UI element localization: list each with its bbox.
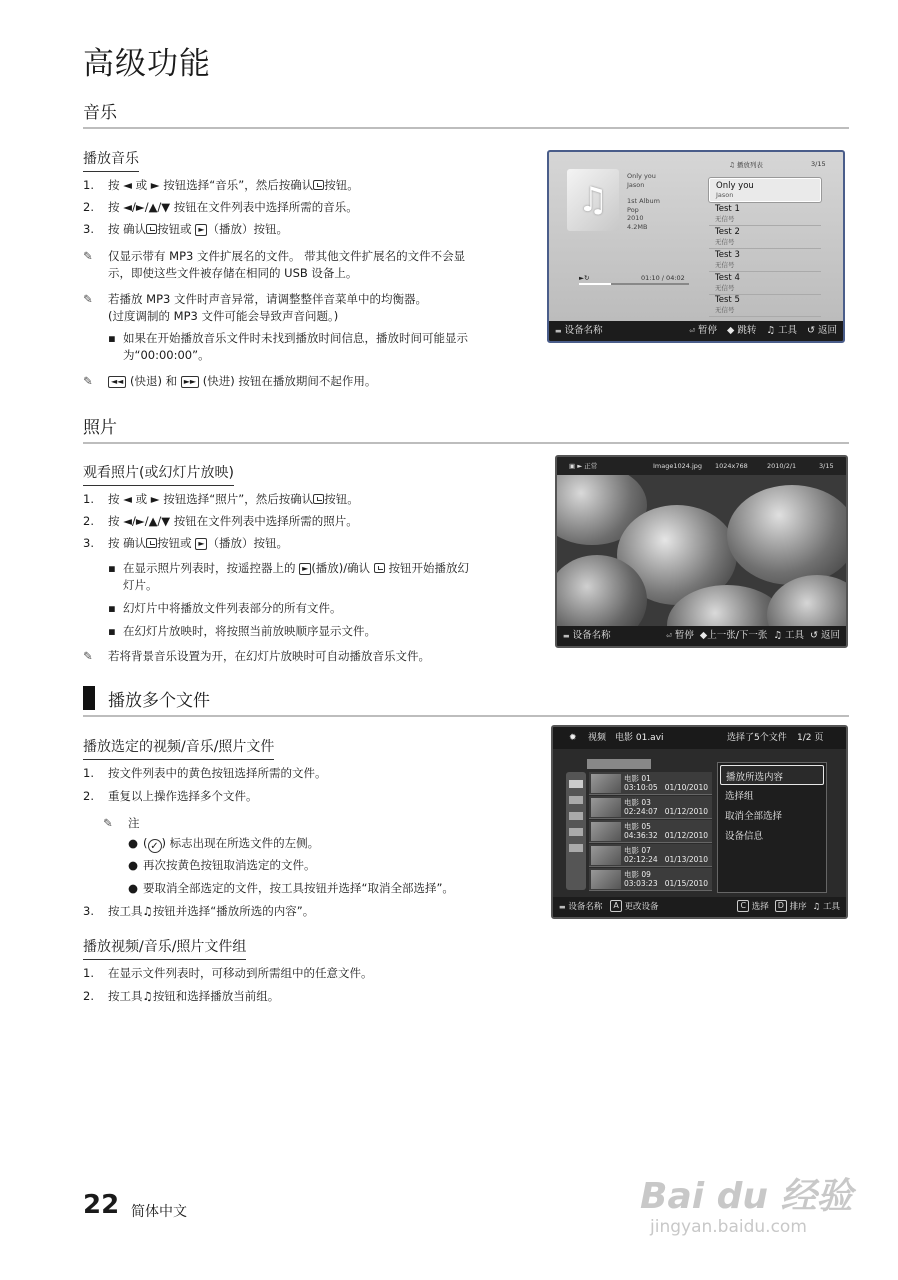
left-right-icon: ◆ [727,325,735,336]
video-row[interactable]: 电影 07 02:12:24 01/13/2010 [589,844,712,867]
track-item[interactable]: Test 3 无信号 [709,248,821,272]
photo-step-1: 1. 按 ◄ 或 ► 按钮选择“照片”，然后按确认 按钮。 [83,492,359,506]
tools-icon: ♫ [766,325,775,336]
photo-resolution: 1024x768 [715,462,748,470]
multi-note-label: ✎ 注 [103,816,140,830]
apples-photo [557,475,846,626]
music-note-2-bullet: ▪ 如果在开始播放音乐文件时未找到播放时间信息，播放时间可能显示 [108,331,468,345]
video-category: 视频 [588,733,607,743]
page-indicator: 1/2 页 [797,733,824,743]
music-subheading: 播放音乐 [83,148,139,172]
music-step-1: 1. 按 ◄ 或 ► 按钮选择“音乐”，然后按确认 按钮。 [83,178,359,192]
music-control-bar [549,321,843,341]
track-item[interactable]: Test 5 无信号 [709,293,821,317]
video-row[interactable]: 电影 09 03:03:23 01/15/2010 [589,868,712,891]
multi-step-1: 1. 按文件列表中的黄色按钮选择所需的文件。 [83,766,327,780]
video-row[interactable]: 电影 01 03:10:05 01/10/2010 [589,772,712,795]
track-item[interactable]: Test 1 无信号 [709,202,821,226]
enter-icon [374,563,385,573]
selected-count: 选择了5个文件 [727,733,787,743]
fast-forward-key-icon: ►► [181,376,199,388]
enter-icon [313,494,324,504]
video-thumbnail [591,774,621,793]
usb-icon: ▬ [563,632,570,640]
device-name-button[interactable]: ▬ 设备名称 [559,902,603,912]
photo-mode: ▣ ► 正常 [569,462,598,470]
photo-viewer-screen [555,455,848,648]
rewind-key-icon: ◄◄ [108,376,126,388]
pause-button[interactable]: ⏎ 暂停 [665,630,694,641]
track-item[interactable]: Test 2 无信号 [709,225,821,249]
photo-note: ✎ 若将背景音乐设置为开，在幻灯片放映时可自动播放音乐文件。 [83,649,430,663]
multi-note-bullet-3: ● 要取消全部选定的文件，按工具按钮并选择“取消全部选择”。 [128,881,454,895]
prev-next-button[interactable]: ◆上一张/下一张 [699,630,768,641]
play-key-icon: ► [195,224,207,236]
photo-step-3: 3. 按 确认 按钮或 ► （播放）按钮。 [83,536,288,550]
enter-icon [313,180,324,190]
pencil-icon: ✎ [83,649,93,663]
music-player-screen [547,150,845,343]
info-category-icon[interactable] [569,844,583,852]
video-category-icon[interactable] [569,780,583,788]
video-list-screen [551,725,848,919]
multi-note-bullet-1: ● ( ✓ ) 标志出现在所选文件的左侧。 [128,836,320,852]
photo-heading: 照片 [83,413,849,444]
device-name-button[interactable]: ▬ 设备名称 [555,325,603,336]
photo-bullet-2: ▪ 幻灯片中将播放文件列表部分的所有文件。 [108,601,342,615]
pencil-icon: ✎ [83,249,93,263]
multi-heading: 播放多个文件 [83,686,849,717]
sort-button[interactable]: D 排序 [775,897,807,917]
device-name-button[interactable]: ▬ 设备名称 [563,630,611,641]
music-category-icon[interactable] [569,796,583,804]
baidu-watermark-logo: Bai du 经验 [640,1176,853,1217]
return-button[interactable]: ↺ 返回 [806,325,837,336]
multi-subheading-1: 播放选定的视频/音乐/照片文件 [83,736,274,760]
pencil-icon: ✎ [103,816,113,830]
music-section-header [83,98,849,129]
page-title: 高级功能 [83,46,211,82]
multi-section-header [83,686,849,717]
video-current-file: 电影 01.avi [615,733,664,743]
video-thumbnail [591,846,621,865]
tools-button[interactable]: ♫ 工具 [766,325,797,336]
return-button[interactable]: ↺ 返回 [809,630,840,641]
track-item[interactable]: Only you Jason [709,178,821,202]
photo-section-header [83,413,849,444]
play-key-icon: ► [299,563,311,575]
video-control-bar [553,897,846,917]
track-item[interactable]: Test 4 无信号 [709,271,821,295]
multi-note-bullet-2: ● 再次按黄色按钮取消选定的文件。 [128,858,316,872]
play-key-icon: ► [195,538,207,550]
multi-step-3: 3. 按工具♫按钮并选择“播放所选的内容”。 [83,904,315,918]
tools-icon: ♫ [142,989,153,1003]
tools-icon: ♫ [812,902,821,912]
progress-fill [579,283,611,285]
settings-category-icon[interactable] [569,828,583,836]
group-step-2: 2. 按工具♫按钮和选择播放当前组。 [83,989,280,1003]
play-time: 01:10 / 04:02 [641,274,685,282]
menu-select-group[interactable]: 选择组 [725,791,754,802]
menu-play-selected[interactable]: 播放所选内容 [720,765,824,785]
tools-icon: ♫ [773,630,782,641]
a-button-icon: A [610,900,621,912]
menu-deselect-all[interactable]: 取消全部选择 [725,811,783,822]
play-repeat-icon: ►↻ [579,274,590,282]
baidu-watermark-url: jingyan.baidu.com [650,1217,807,1237]
menu-device-info[interactable]: 设备信息 [725,831,764,842]
multi-step-2: 2. 重复以上操作选择多个文件。 [83,789,258,803]
selection-bar [587,759,651,769]
music-step-2: 2. 按 ◄/►/▲/▼ 按钮在文件列表中选择所需的音乐。 [83,200,358,214]
enter-icon: ⏎ [689,327,695,335]
music-heading: 音乐 [83,98,849,129]
playlist-header: ♫ 播放列表 [729,161,763,169]
jump-button[interactable]: ◆ 跳转 [727,325,757,336]
photo-category-icon[interactable] [569,812,583,820]
video-thumbnail [591,798,621,817]
photo-filename: Image1024.jpg [653,462,703,470]
page-number: 22 [83,1190,120,1220]
return-icon: ↺ [809,630,818,641]
photo-count: 3/15 [819,462,834,470]
tools-button[interactable]: ♫ 工具 [773,630,804,641]
pencil-icon: ✎ [83,292,93,306]
enter-icon [146,224,157,234]
tools-icon: ♫ [142,904,153,918]
photo-subheading: 观看照片(或幻灯片放映) [83,462,234,486]
photo-bullet-1: ▪ 在显示照片列表时，按遥控器上的 ► (播放)/确认 按钮开始播放幻 灯片。 [108,561,469,592]
return-icon: ↺ [806,325,815,336]
music-step-3: 3. 按 确认 按钮或 ► （播放）按钮。 [83,222,288,236]
enter-icon [146,538,157,548]
song-info: Only you Jason 1st Album Pop 2010 4.2MB [627,172,660,231]
pencil-icon: ✎ [83,374,93,388]
c-button-icon: C [737,900,749,912]
progress-bar [579,283,689,285]
enter-icon: ⏎ [665,632,672,640]
video-thumbnail [591,870,621,889]
photo-bullet-3: ▪ 在幻灯片放映时，将按照当前放映顺序显示文件。 [108,624,376,638]
tools-button[interactable]: ♫ 工具 [812,902,840,912]
usb-icon: ▬ [555,327,562,335]
video-row[interactable]: 电影 03 02:24:07 01/12/2010 [589,796,712,819]
photo-date: 2010/2/1 [767,462,797,470]
d-button-icon: D [775,900,787,912]
multi-subheading-2: 播放视频/音乐/照片文件组 [83,936,246,960]
video-row[interactable]: 电影 05 04:36:32 01/12/2010 [589,820,712,843]
select-button[interactable]: C 选择 [737,897,768,917]
left-right-icon: ◆ [699,630,708,641]
video-thumbnail [591,822,621,841]
group-step-1: 1. 在显示文件列表时，可移动到所需组中的任意文件。 [83,966,373,980]
photo-step-2: 2. 按 ◄/►/▲/▼ 按钮在文件列表中选择所需的照片。 [83,514,358,528]
change-device-button[interactable]: A 更改设备 [610,897,658,917]
music-note-icon: ♫ [567,169,619,231]
photo-info-bar [557,457,846,475]
category-sidebar [566,772,586,890]
film-reel-icon: ✹ [569,733,577,743]
playlist-count: 3/15 [811,160,826,168]
music-note-1: ✎ 仅显示带有 MP3 文件扩展名的文件。 带其他文件扩展名的文件不会显 示，即使这些文件被存储在相同的 USB 设备上。 [83,249,466,280]
pause-button[interactable]: ⏎ 暂停 [689,325,718,336]
music-note-2: ✎ 若播放 MP3 文件时声音异常，请调整整伴音菜单中的均衡器。 (过度调制的 MP3 文件可能会导致声音问题。) ▪ 如果在开始播放音乐文件时未找到播放时间信息，播放时间可能显示 为“00:00:00”。 [83,291,543,364]
check-icon: ✓ [148,839,162,853]
video-header-bar [553,727,846,749]
music-note-3: ✎ ◄◄ (快退) 和 ►► (快进) 按钮在播放期间不起作用。 [83,374,377,388]
tools-popup-menu [717,762,827,893]
photo-control-bar [557,626,846,646]
usb-icon: ▬ [559,903,566,911]
language-label: 简体中文 [131,1204,187,1220]
